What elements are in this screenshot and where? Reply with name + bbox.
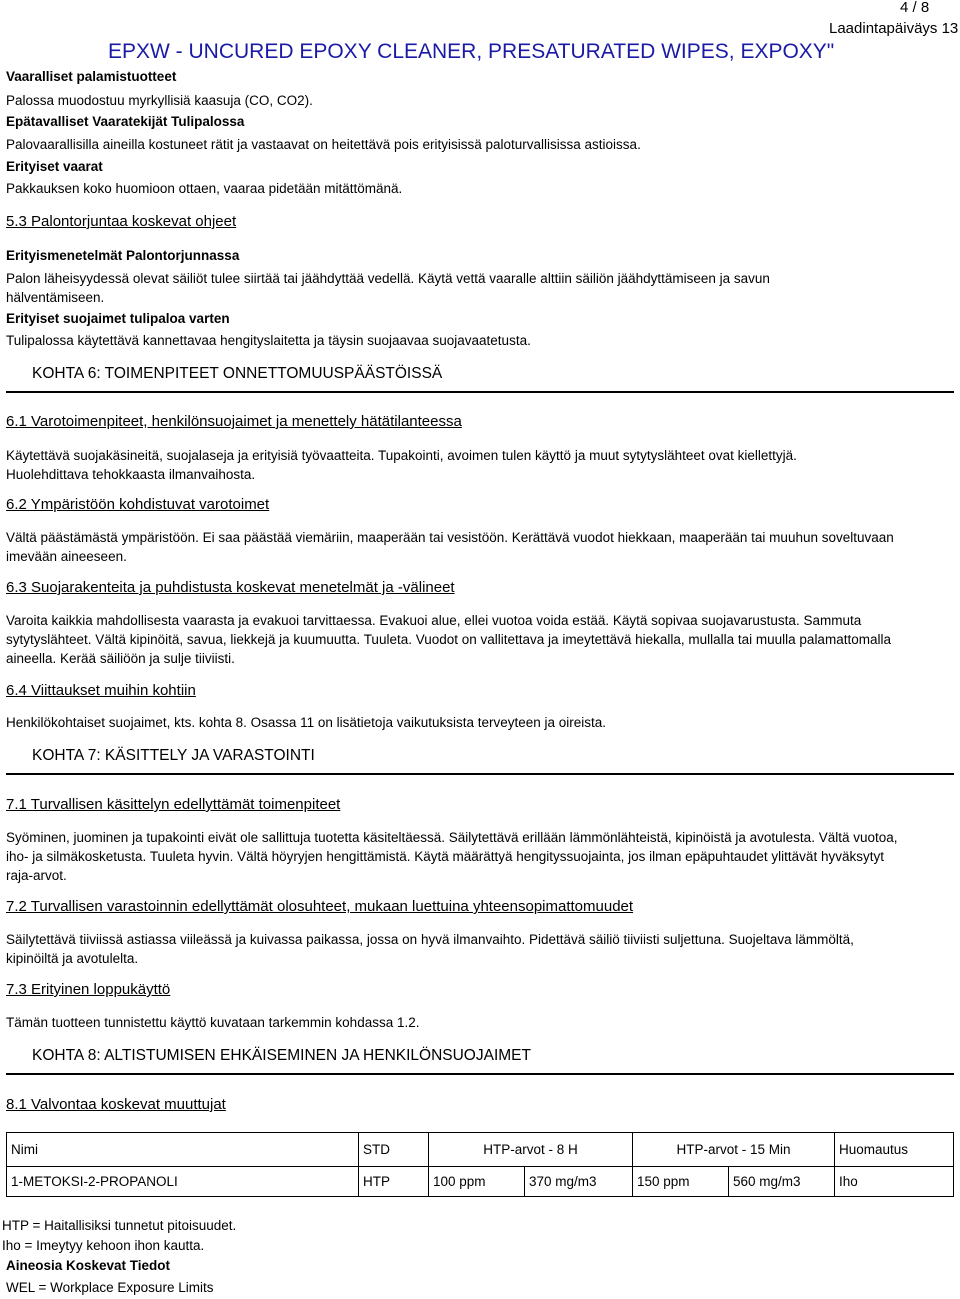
section-7-title: KOHTA 7: KÄSITTELY JA VARASTOINTI — [32, 747, 315, 764]
hazardous-products-text: Palossa muodostuu myrkyllisiä kaasuja (CO, CO2). — [6, 93, 313, 108]
subsection-6-3-text: Varoita kaikkia mahdollisesta vaarasta ja evakuoi tarvittaessa. Evakuoi alue, ellei vuotoa voida estää. Käytä sopivaa suojavarustusta. Sammuta sytytyslähteet. Vältä kipinöitä, savua, liekkejä ja kuumuutta. Tuuleta. Vuodot on vallitettava ja imeytettävä hiekalla, mullalla tai muulla palamattomalla aineella. Kerää säiliöön ja sulje tiiviisti. — [6, 613, 891, 666]
section-6-title: KOHTA 6: TOIMENPITEET ONNETTOMUUSPÄÄSTÖISSÄ — [32, 365, 443, 382]
subsection-6-1-text: Käytettävä suojakäsineitä, suojalaseja ja erityisiä työvaatteita. Tupakointi, avoimen tulen käyttö ja muut sytytyslähteet ovat kiellettyjä. Huolehdittava tehokkaasta ilmanvaihosta. — [6, 448, 797, 482]
subsection-7-3-text: Tämän tuotteen tunnistettu käyttö kuvataan tarkemmin kohdassa 1.2. — [6, 1015, 420, 1030]
revision-date: Laadintapäiväys 13 — [829, 20, 959, 37]
column-header: Huomautus — [835, 1133, 954, 1167]
section-8-title: KOHTA 8: ALTISTUMISEN EHKÄISEMINEN JA HENKILÖNSUOJAIMET — [32, 1047, 531, 1064]
unusual-hazards-heading: Epätavalliset Vaaratekijät Tulipalossa — [6, 114, 245, 129]
document-title: EPXW - UNCURED EPOXY CLEANER, PRESATURATED WIPES, EXPOXY" — [108, 40, 835, 63]
section-7-header — [6, 744, 954, 775]
page-number: 4 / 8 — [900, 0, 930, 16]
unusual-hazards-text: Palovaarallisilla aineilla kostuneet rätit ja vastaavat on heitettävä pois erityisissä paloturvallisissa astioissa. — [6, 137, 641, 152]
methods-heading: Erityismenetelmät Palontorjunnassa — [6, 248, 240, 263]
table-header-row — [7, 1133, 954, 1167]
table-cell: 150 ppm — [633, 1167, 729, 1197]
subsection-6-2-heading: 6.2 Ympäristöön kohdistuvat varotoimet — [6, 496, 270, 513]
table-cell: 560 mg/m3 — [729, 1167, 835, 1197]
exposure-limits-table — [6, 1132, 954, 1197]
special-hazards-text: Pakkauksen koko huomioon ottaen, vaaraa pidetään mitättömänä. — [6, 181, 403, 196]
protective-heading: Erityiset suojaimet tulipaloa varten — [6, 311, 230, 326]
column-header: STD — [359, 1133, 429, 1167]
protective-text: Tulipalossa käytettävä kannettavaa hengityslaitetta ja täysin suojaavaa suojavaatetusta. — [6, 333, 531, 348]
subsection-7-2-heading: 7.2 Turvallisen varastoinnin edellyttämät olosuhteet, mukaan luettuina yhteensopimattomuudet — [6, 898, 634, 915]
section-6-header — [6, 362, 954, 393]
special-hazards-heading: Erityiset vaarat — [6, 159, 103, 174]
subsection-6-2-text: Vältä päästämästä ympäristöön. Ei saa päästää viemäriin, maaperään tai vesistöön. Kerättävä vuodot hiekkaan, maaperään tai muuhun soveltuvaan imevään aineeseen. — [6, 530, 894, 564]
note-iho: Iho = Imeytyy kehoon ihon kautta. — [2, 1238, 205, 1253]
column-header: HTP-arvot - 15 Min — [633, 1133, 835, 1167]
subsection-8-1-heading: 8.1 Valvontaa koskevat muuttujat — [6, 1096, 226, 1113]
column-header: HTP-arvot - 8 H — [429, 1133, 633, 1167]
methods-text: Palon läheisyydessä olevat säiliöt tulee siirtää tai jäähdyttää vedellä. Käytä vettä vaaralle alttiin säiliön jäähdyttämiseen ja savun hälventämiseen. — [6, 271, 770, 305]
subsection-7-2-text: Säilytettävä tiiviissä astiassa viileässä ja kuivassa paikassa, jossa on hyvä ilmanvaihto. Pidettävä säiliö tiiviisti suljettuna. Suojeltava lämmöltä, kipinöiltä ja avotulelta. — [6, 932, 854, 966]
column-header: Nimi — [7, 1133, 359, 1167]
note-wel: WEL = Workplace Exposure Limits — [6, 1280, 214, 1295]
subsection-7-3-heading: 7.3 Erityinen loppukäyttö — [6, 981, 171, 998]
table-cell: HTP — [359, 1167, 429, 1197]
table-cell: Iho — [835, 1167, 954, 1197]
table-cell: 100 ppm — [429, 1167, 525, 1197]
subsection-5-3-heading: 5.3 Palontorjuntaa koskevat ohjeet — [6, 213, 237, 230]
note-htp: HTP = Haitallisiksi tunnetut pitoisuudet. — [2, 1218, 237, 1233]
subsection-6-3-heading: 6.3 Suojarakenteita ja puhdistusta koskevat menetelmät ja -välineet — [6, 579, 455, 596]
subsection-6-4-heading: 6.4 Viittaukset muihin kohtiin — [6, 682, 196, 699]
subsection-6-4-text: Henkilökohtaiset suojaimet, kts. kohta 8. Osassa 11 on lisätietoja vaikutuksista terveyteen ja oireista. — [6, 715, 607, 730]
subsection-7-1-text: Syöminen, juominen ja tupakointi eivät ole sallittuja tuotetta käsiteltäessä. Säilytettävä erillään lämmönlähteistä, kipinöistä ja avotulesta. Vältä vuotoa, iho- ja silmäkosketusta. Tuuleta hyvin. Vältä höyryjen hengittämistä. Käytä määrättyä hengityssuojainta, jos ilman epäpuhtaudet ylittävät hyväksytyt raja-arvot. — [6, 830, 898, 883]
sources-heading: Aineosia Koskevat Tiedot — [6, 1258, 171, 1273]
subsection-7-1-heading: 7.1 Turvallisen käsittelyn edellyttämät toimenpiteet — [6, 796, 341, 813]
table-cell: 1-METOKSI-2-PROPANOLI — [7, 1167, 359, 1197]
table-row — [7, 1167, 954, 1197]
table-cell: 370 mg/m3 — [525, 1167, 633, 1197]
section-8-header — [6, 1044, 954, 1075]
hazardous-products-heading: Vaaralliset palamistuotteet — [6, 69, 177, 84]
subsection-6-1-heading: 6.1 Varotoimenpiteet, henkilönsuojaimet ja menettely hätätilanteessa — [6, 413, 462, 430]
